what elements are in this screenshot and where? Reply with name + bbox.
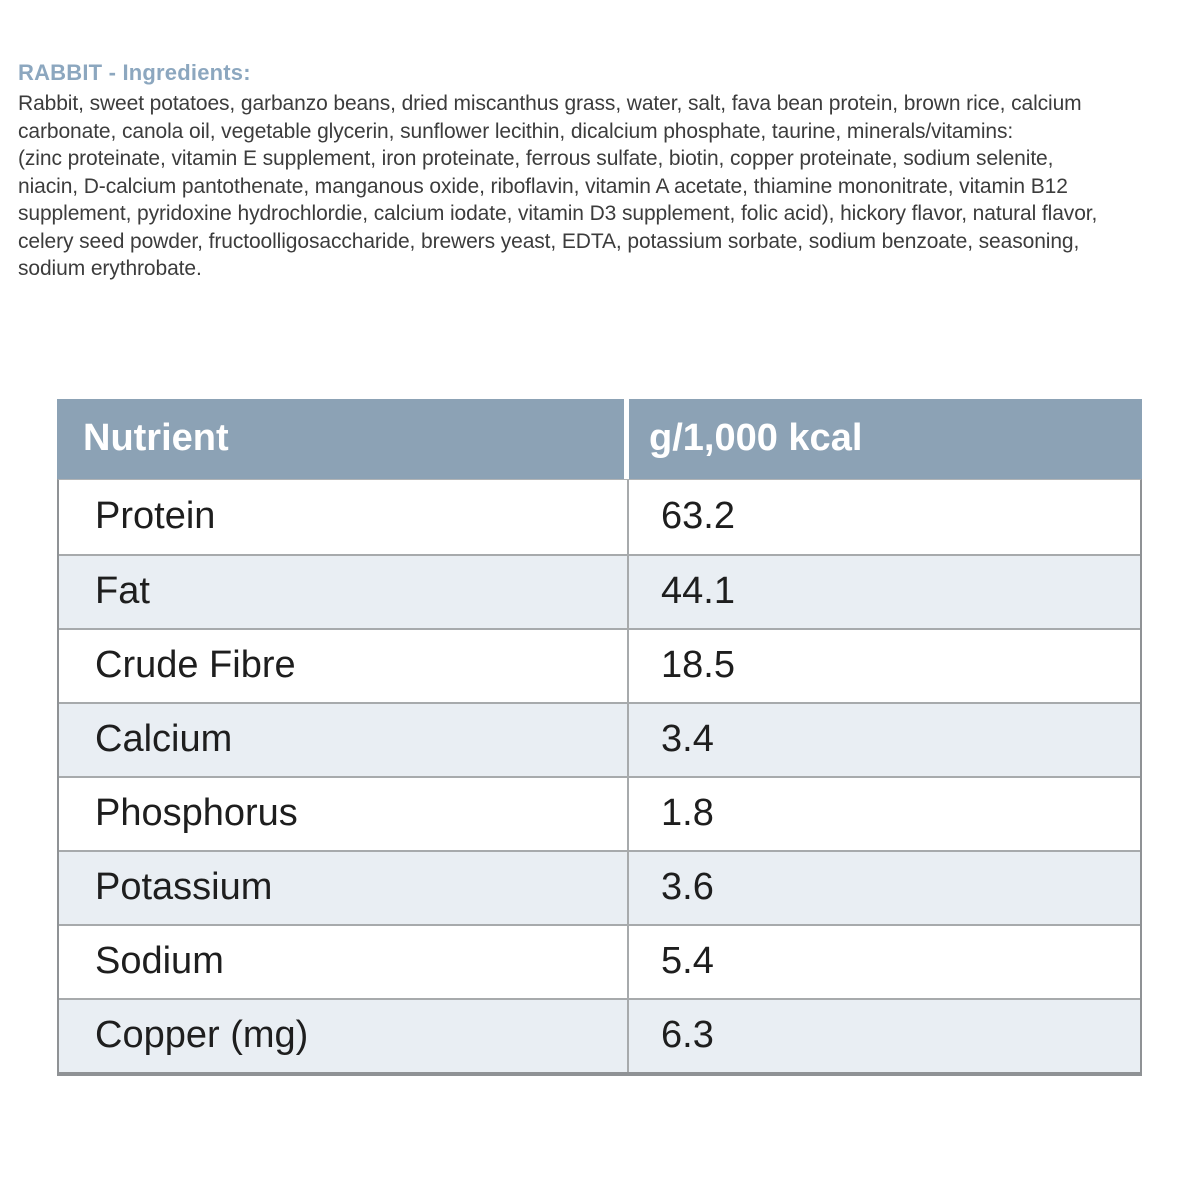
- ingredients-line: celery seed powder, fructoolligosaccharide, brewers yeast, EDTA, potassium sorbate, sodium benzoate, seasoning,: [18, 229, 1080, 253]
- ingredients-line: niacin, D-calcium pantothenate, manganous oxide, riboflavin, vitamin A acetate, thiamine mononitrate, vitamin B12: [18, 174, 1068, 198]
- table-row: [59, 776, 1140, 850]
- value-cell: 1.8: [661, 792, 714, 834]
- nutrient-cell: Crude Fibre: [59, 630, 629, 702]
- table-body: [57, 479, 1142, 1076]
- value-cell: 18.5: [661, 644, 735, 686]
- value-cell: 6.3: [661, 1014, 714, 1056]
- page: [0, 60, 1200, 1200]
- column-header-nutrient: Nutrient: [57, 399, 629, 479]
- table-row: [59, 702, 1140, 776]
- table-row: [59, 998, 1140, 1072]
- value-cell: 5.4: [661, 940, 714, 982]
- nutrient-cell: Sodium: [59, 926, 629, 998]
- value-cell: 63.2: [661, 495, 735, 537]
- nutrition-table: [57, 399, 1142, 1076]
- ingredients-paragraph: [18, 90, 1186, 283]
- nutrient-cell: Potassium: [59, 852, 629, 924]
- ingredients-line: sodium erythrobate.: [18, 257, 202, 280]
- nutrient-cell: Fat: [59, 556, 629, 628]
- ingredients-line: Rabbit, sweet potatoes, garbanzo beans, dried miscanthus grass, water, salt, fava bean protein, brown rice, calcium: [18, 92, 1082, 115]
- value-cell: 44.1: [661, 570, 735, 612]
- table-row: [59, 480, 1140, 554]
- section-heading: RABBIT - Ingredients:: [18, 60, 251, 85]
- table-header-row: [57, 399, 1142, 479]
- table-row: [59, 628, 1140, 702]
- table-row: [59, 924, 1140, 998]
- nutrient-cell: Protein: [59, 480, 629, 554]
- nutrient-cell: Calcium: [59, 704, 629, 776]
- table-row: [59, 554, 1140, 628]
- ingredients-line: (zinc proteinate, vitamin E supplement, iron proteinate, ferrous sulfate, biotin, copper proteinate, sodium selenite,: [18, 147, 1054, 170]
- column-header-value: g/1,000 kcal: [629, 399, 1142, 479]
- ingredients-line: carbonate, canola oil, vegetable glycerin, sunflower lecithin, dicalcium phosphate, taurine, minerals/vitamins:: [18, 119, 1014, 143]
- value-cell: 3.4: [661, 718, 714, 760]
- value-cell: 3.6: [661, 866, 714, 908]
- ingredients-line: supplement, pyridoxine hydrochlordie, calcium iodate, vitamin D3 supplement, folic acid), hickory flavor, natural flavor,: [18, 202, 1098, 225]
- nutrient-cell: Phosphorus: [59, 778, 629, 850]
- table-row: [59, 850, 1140, 924]
- nutrient-cell: Copper (mg): [59, 1000, 629, 1072]
